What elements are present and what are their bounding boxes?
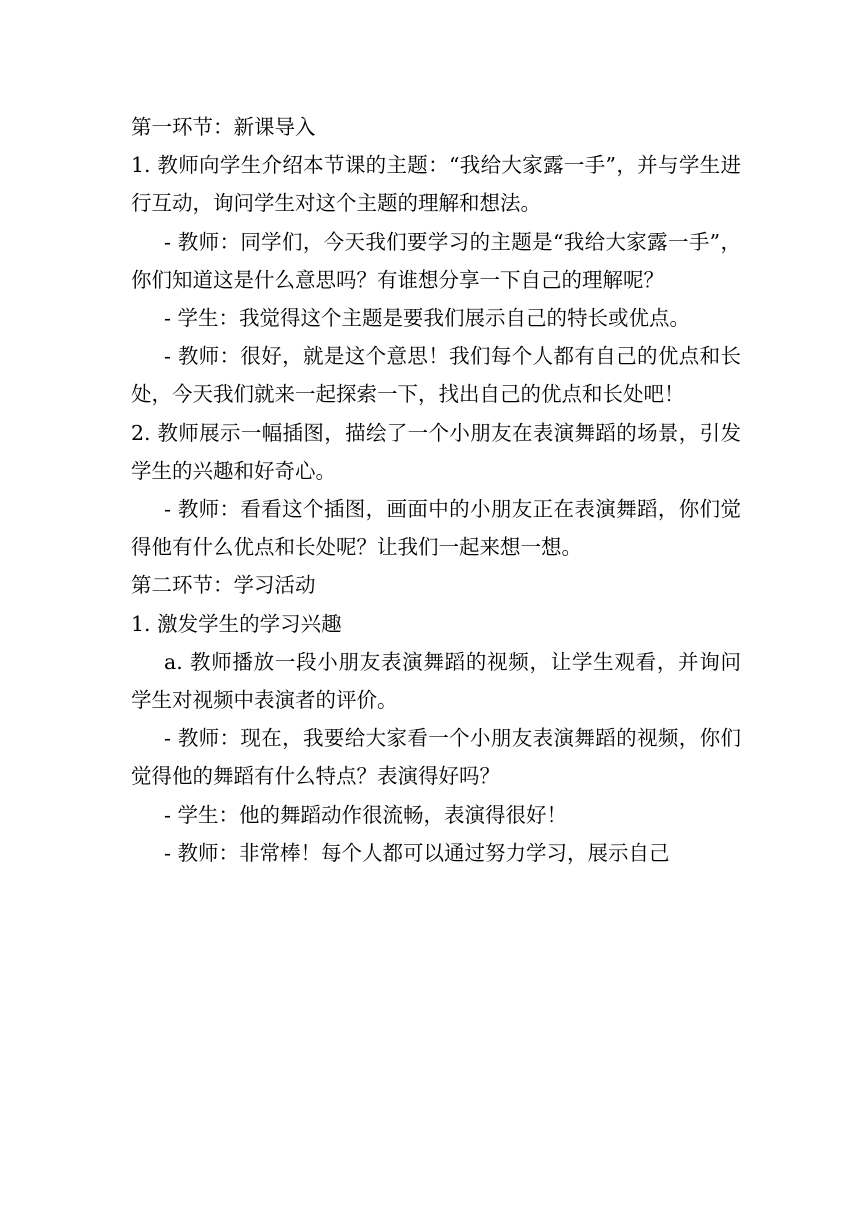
dialogue-student-1: - 学生：我觉得这个主题是要我们展示自己的特长或优点。 <box>164 306 690 331</box>
dialogue-teacher-1: - 教师：同学们，今天我们要学习的主题是“我给大家露一手”，你们知道这是什么意思吗？有谁想分享一下自己的理解呢？ <box>131 229 741 292</box>
item-2-show-illustration: 2. 教师展示一幅插图，描绘了一个小朋友在表演舞蹈的场景，引发学生的兴趣和好奇心。 <box>131 420 741 483</box>
item-1-intro-topic: 1. 教师向学生介绍本节课的主题：“我给大家露一手”，并与学生进行互动，询问学生对这个主题的理解和想法。 <box>131 153 741 216</box>
dialogue-teacher-3: - 教师：看看这个插图，画面中的小朋友正在表演舞蹈，你们觉得他有什么优点和长处呢？让我们一起来想一想。 <box>131 497 741 560</box>
document-body <box>131 108 741 872</box>
subitem-a-play-video: a. 教师播放一段小朋友表演舞蹈的视频，让学生观看，并询问学生对视频中表演者的评价。 <box>131 649 741 713</box>
section-heading-1: 第一环节：新课导入 <box>131 115 316 139</box>
dialogue-teacher-5: - 教师：非常棒！每个人都可以通过努力学习，展示自己 <box>164 840 670 865</box>
section-heading-2: 第二环节：学习活动 <box>131 573 316 598</box>
dialogue-teacher-4: - 教师：现在，我要给大家看一个小朋友表演舞蹈的视频，你们觉得他的舞蹈有什么特点？表演得好吗？ <box>131 726 741 789</box>
dialogue-teacher-2: - 教师：很好，就是这个意思！我们每个人都有自己的优点和长处，今天我们就来一起探索一下，找出自己的优点和长处吧！ <box>131 344 741 407</box>
item-1-stimulate-interest: 1. 激发学生的学习兴趣 <box>131 611 342 636</box>
dialogue-student-2: - 学生：他的舞蹈动作很流畅，表演得很好！ <box>164 802 567 827</box>
